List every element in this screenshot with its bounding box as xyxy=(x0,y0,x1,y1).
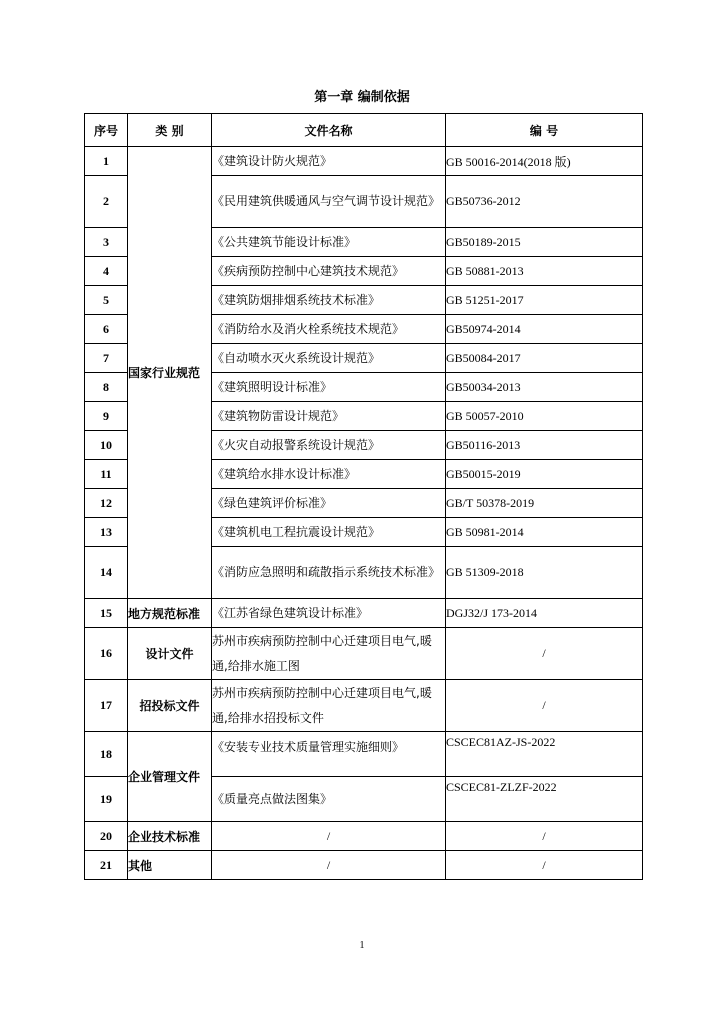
row-no: 20 xyxy=(85,822,128,851)
row-code: GB 50057-2010 xyxy=(446,402,643,431)
category-local: 地方规范标准 xyxy=(128,599,212,628)
row-code: GB50034-2013 xyxy=(446,373,643,402)
row-no: 7 xyxy=(85,344,128,373)
table-row xyxy=(85,628,643,680)
row-code: GB50084-2017 xyxy=(446,344,643,373)
row-name: 《公共建筑节能设计标准》 xyxy=(212,228,446,257)
category-national: 国家行业规范 xyxy=(128,147,212,599)
basis-table xyxy=(84,113,643,880)
row-no: 16 xyxy=(85,628,128,680)
row-name: / xyxy=(212,822,446,851)
row-code: GB50736-2012 xyxy=(446,176,643,228)
row-code: GB 51309-2018 xyxy=(446,547,643,599)
row-no: 5 xyxy=(85,286,128,315)
row-no: 9 xyxy=(85,402,128,431)
row-no: 4 xyxy=(85,257,128,286)
row-name: 《疾病预防控制中心建筑技术规范》 xyxy=(212,257,446,286)
row-code: / xyxy=(446,822,643,851)
page-title: 第一章 编制依据 xyxy=(314,90,410,105)
row-name: 苏州市疾病预防控制中心迁建项目电气,暖通,给排水招投标文件 xyxy=(212,680,446,732)
row-no: 8 xyxy=(85,373,128,402)
row-code: GB 50981-2014 xyxy=(446,518,643,547)
header-category: 类 别 xyxy=(128,114,212,147)
row-no: 21 xyxy=(85,851,128,880)
row-code: / xyxy=(446,628,643,680)
table-row xyxy=(85,732,643,777)
row-name: 《民用建筑供暖通风与空气调节设计规范》 xyxy=(212,176,446,228)
category-enterprise-mgmt: 企业管理文件 xyxy=(128,732,212,822)
table-row xyxy=(85,680,643,732)
row-name: 《建筑防烟排烟系统技术标准》 xyxy=(212,286,446,315)
row-code: / xyxy=(446,680,643,732)
row-no: 3 xyxy=(85,228,128,257)
row-no: 19 xyxy=(85,777,128,822)
row-name: 《消防应急照明和疏散指示系统技术标准》 xyxy=(212,547,446,599)
header-code: 编 号 xyxy=(446,114,643,147)
row-no: 2 xyxy=(85,176,128,228)
category-tender: 招投标文件 xyxy=(128,680,212,732)
row-no: 15 xyxy=(85,599,128,628)
row-code: GB 50881-2013 xyxy=(446,257,643,286)
category-other: 其他 xyxy=(128,851,212,880)
row-no: 18 xyxy=(85,732,128,777)
category-design: 设计文件 xyxy=(128,628,212,680)
row-code: DGJ32/J 173-2014 xyxy=(446,599,643,628)
row-no: 1 xyxy=(85,147,128,176)
table-row xyxy=(85,147,643,176)
row-no: 6 xyxy=(85,315,128,344)
row-name: 《建筑物防雷设计规范》 xyxy=(212,402,446,431)
row-no: 10 xyxy=(85,431,128,460)
row-code: GB50116-2013 xyxy=(446,431,643,460)
row-no: 11 xyxy=(85,460,128,489)
row-name: / xyxy=(212,851,446,880)
row-name: 《建筑照明设计标准》 xyxy=(212,373,446,402)
row-name: 《质量亮点做法图集》 xyxy=(212,777,446,822)
page-number: 1 xyxy=(359,940,365,951)
row-code: CSCEC81AZ-JS-2022 xyxy=(446,732,643,777)
table-header-row xyxy=(85,114,643,147)
row-no: 12 xyxy=(85,489,128,518)
row-code: CSCEC81-ZLZF-2022 xyxy=(446,777,643,822)
row-no: 14 xyxy=(85,547,128,599)
row-name: 《安装专业技术质量管理实施细则》 xyxy=(212,732,446,777)
row-name: 《建筑机电工程抗震设计规范》 xyxy=(212,518,446,547)
table-row xyxy=(85,822,643,851)
row-name: 《火灾自动报警系统设计规范》 xyxy=(212,431,446,460)
header-seq: 序号 xyxy=(85,114,128,147)
row-name: 《消防给水及消火栓系统技术规范》 xyxy=(212,315,446,344)
row-name: 苏州市疾病预防控制中心迁建项目电气,暖通,给排水施工图 xyxy=(212,628,446,680)
row-name: 《绿色建筑评价标准》 xyxy=(212,489,446,518)
table-row xyxy=(85,599,643,628)
row-name: 《建筑给水排水设计标准》 xyxy=(212,460,446,489)
row-name: 《建筑设计防火规范》 xyxy=(212,147,446,176)
row-name: 《自动喷水灭火系统设计规范》 xyxy=(212,344,446,373)
category-enterprise-tech: 企业技术标准 xyxy=(128,822,212,851)
table-row xyxy=(85,851,643,880)
row-code: GB50015-2019 xyxy=(446,460,643,489)
header-name: 文件名称 xyxy=(212,114,446,147)
row-code: GB/T 50378-2019 xyxy=(446,489,643,518)
row-code: GB 50016-2014(2018 版) xyxy=(446,147,643,176)
row-code: GB50974-2014 xyxy=(446,315,643,344)
row-code: GB 51251-2017 xyxy=(446,286,643,315)
row-no: 17 xyxy=(85,680,128,732)
row-no: 13 xyxy=(85,518,128,547)
row-code: / xyxy=(446,851,643,880)
row-code: GB50189-2015 xyxy=(446,228,643,257)
row-name: 《江苏省绿色建筑设计标准》 xyxy=(212,599,446,628)
